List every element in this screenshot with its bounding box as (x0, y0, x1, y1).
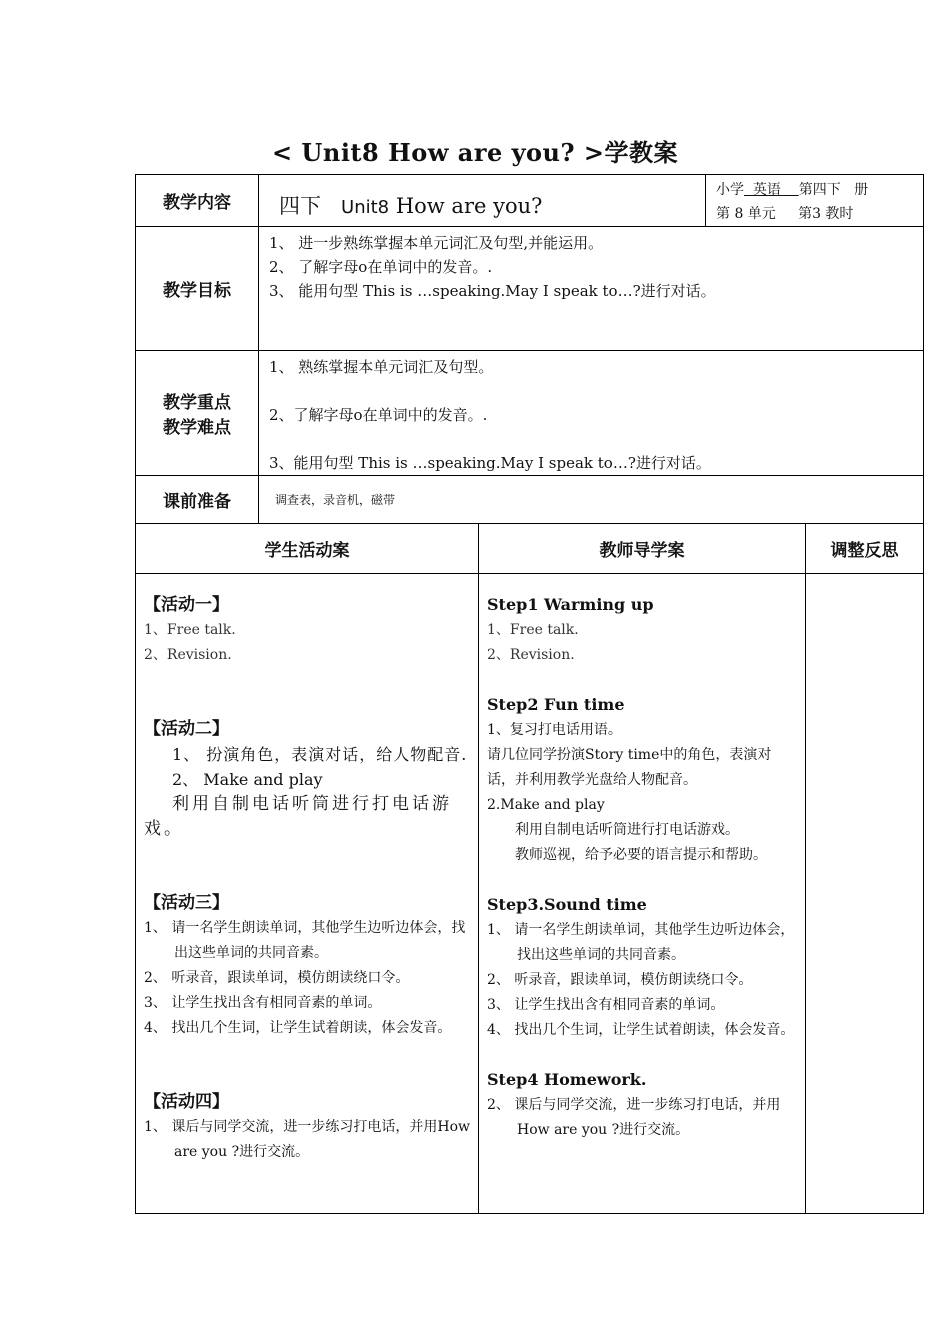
key-point-item: 3、能用句型 This is …speaking.May I speak to…?进行对话。 (269, 454, 711, 472)
objective-item: 1、 进一步熟练掌握本单元词汇及句型,并能运用。 (269, 234, 604, 252)
key-label: 教学重点 (163, 393, 231, 413)
step-1-title: Step1 Warming up (487, 595, 654, 614)
objectives-content (259, 227, 924, 351)
activity-3-title: 【活动三】 (144, 893, 229, 913)
list-item: 1、 请一名学生朗读单词，其他学生边听边体会，找出这些单词的共同音素。 (144, 920, 466, 961)
list-item: 2、 听录音，跟读单词，模仿朗读绕口令。 (487, 972, 753, 988)
teacher-header: 教师导学案 (479, 524, 806, 574)
meta-subject: 英语 (752, 182, 781, 198)
page-title: < Unit8 How are you? >学教案 (271, 138, 679, 167)
teacher-column (479, 574, 806, 1214)
step-4-title: Step4 Homework. (487, 1070, 647, 1089)
activity-4-title: 【活动四】 (144, 1092, 229, 1112)
difficulty-label: 教学难点 (163, 418, 231, 438)
content-topic: How are you? (395, 193, 543, 218)
activity-1-title: 【活动一】 (144, 595, 229, 615)
list-item: 2、Revision. (487, 647, 575, 663)
content-row (136, 175, 924, 227)
step-2-title: Step2 Fun time (487, 695, 625, 714)
key-point-item: 1、 熟练掌握本单元词汇及句型。 (269, 358, 494, 376)
paragraph: 教师巡视，给予必要的语言提示和帮助。 (515, 847, 767, 863)
preparation-row (136, 476, 924, 524)
lesson-plan-table (135, 174, 924, 1214)
paragraph: 请几位同学扮演Story time中的角色，表演对话，并利用教学光盘给人物配音。 (487, 747, 772, 788)
list-item: 2、 Make and play (172, 770, 323, 789)
meta-book-unit: 册 (854, 182, 869, 198)
objective-item: 2、 了解字母o在单词中的发音。. (269, 258, 493, 276)
objectives-row (136, 227, 924, 351)
meta-book: 第四下 (798, 182, 841, 198)
key-points-label (136, 351, 259, 476)
list-item: 1、 扮演角色，表演对话，给人物配音. (172, 745, 468, 764)
activity-row (136, 574, 924, 1214)
list-item: 4、 找出几个生词，让学生试着朗读，体会发音。 (487, 1022, 795, 1038)
content-grade: 四下 (279, 193, 321, 218)
meta-period: 第3 教时 (798, 206, 854, 222)
reflection-header: 调整反思 (806, 524, 924, 574)
list-item: 1、Free talk. (487, 622, 579, 638)
preparation-value: 调查表，录音机，磁带 (259, 476, 924, 524)
list-item: 4、 找出几个生词，让学生试着朗读，体会发音。 (144, 1020, 452, 1036)
reflection-column (806, 574, 924, 1214)
list-item: 1、复习打电话用语。 (487, 722, 622, 738)
content-meta (706, 175, 924, 227)
list-item: 1、 请一名学生朗读单词，其他学生边听边体会，找出这些单词的共同音素。 (487, 922, 795, 963)
objective-item: 3、 能用句型 This is …speaking.May I speak to…?进行对话。 (269, 282, 716, 300)
meta-unit: 第 8 单元 (716, 206, 776, 222)
paragraph: 利用自制电话听筒进行打电话游戏。 (515, 822, 739, 838)
content-unit: Unit8 (341, 196, 390, 218)
content-value (259, 175, 706, 227)
list-item: 3、 让学生找出含有相同音素的单词。 (487, 997, 725, 1013)
key-points-row (136, 351, 924, 476)
content-label: 教学内容 (136, 175, 259, 227)
list-item: 2.Make and play (487, 797, 605, 813)
column-header-row (136, 524, 924, 574)
activity-2-title: 【活动二】 (144, 719, 229, 739)
student-column (136, 574, 479, 1214)
list-item: 1、 课后与同学交流，进一步练习打电话，并用How are you ?进行交流。 (144, 1119, 470, 1160)
list-item: 2、Revision. (144, 647, 232, 663)
key-point-item: 2、了解字母o在单词中的发音。. (269, 406, 488, 424)
step-3-title: Step3.Sound time (487, 895, 647, 914)
paragraph: 利用自制电话听筒进行打电话游戏。 (144, 794, 452, 839)
list-item: 2、 听录音，跟读单词，模仿朗读绕口令。 (144, 970, 410, 986)
preparation-label: 课前准备 (136, 476, 259, 524)
key-points-content (259, 351, 924, 476)
list-item: 2、 课后与同学交流，进一步练习打电话，并用How are you ?进行交流。 (487, 1097, 781, 1138)
student-header: 学生活动案 (136, 524, 479, 574)
meta-school: 小学 (716, 182, 744, 198)
list-item: 1、Free talk. (144, 622, 236, 638)
list-item: 3、 让学生找出含有相同音素的单词。 (144, 995, 382, 1011)
objectives-label: 教学目标 (136, 227, 259, 351)
